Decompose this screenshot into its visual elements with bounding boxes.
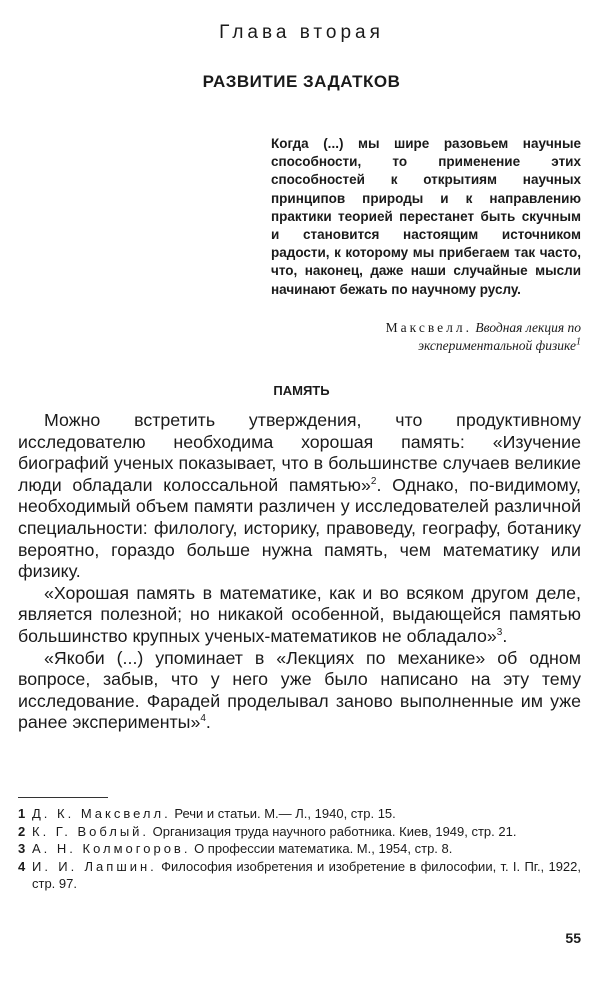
footnote-ref-4: 4 [200,713,206,725]
chapter-title: Глава вторая [219,22,384,43]
epigraph-text: Когда (...) мы шире разовьем научные способности, то применение этих способностей к открытиям научных принципов природы и к направлению практики теорией перестанет быть скучным и становится настоящим источником радости, к которому мы прибегаем так часто, что, наконец, даже наши случайные мысли начинают бежать по научному руслу. [271,136,581,297]
footnote-4: 4 И. И. Лапшин. Философия изобретения и изобретение в философии, т. I. Пг., 1922, стр. 97. [18,858,582,891]
epigraph-author: Максвелл. [385,320,473,335]
footnote-3: 3 А. Н. Колмогоров. О профессии математика. М., 1954, стр. 8. [18,841,453,856]
section-title: ПАМЯТЬ [273,383,330,398]
footnotes [18,805,581,893]
epigraph-attribution [280,319,581,355]
paragraph-2: «Хорошая память в математике, как и во всяком другом деле, является полезной; но никакой особенной, выдающейся памятью большинство крупных ученых-математиков не обладало»$^3$. [18,582,581,646]
paragraph-1: Можно встретить утверждения, что продуктивному исследователю необходима хорошая память: «Изучение биографий ученых показывает, что в большинстве случаев великие люди обладали колоссальной памятью»$^2$. Однако, по-видимому, необходимый объем памяти различен у исследователей различной специальности: филологу, историку, правоведу, географу, ботанику вероятно, гораздо больше нужна память, чем математику или физику. [18,410,581,582]
chapter-heading: РАЗВИТИЕ ЗАДАТКОВ [202,72,401,91]
page-number: 55 [565,930,581,946]
footnote-1: 1 Д. К. Максвелл. Речи и статьи. М.— Л., 1940, стр. 15. [18,806,396,821]
epigraph-footnote-ref: 1 [576,336,581,348]
paragraph-3: «Якоби (...) упоминает в «Лекциях по механике» об одном вопросе, забыв, что у него уже было написано на эту тему исследование. Фарадей проделывал заново выполненные им уже ранее эксперименты»$^4$. [18,647,581,733]
footnote-divider [18,797,108,798]
body-text [18,410,581,734]
footnote-2: 2 К. Г. Воблый. Организация труда научного работника. Киев, 1949, стр. 21. [18,823,517,839]
footnote-ref-2: 2 [370,475,377,487]
footnote-ref-3: 3 [496,627,503,639]
epigraph-source: Вводная лекция по экспериментальной физике [418,320,581,353]
